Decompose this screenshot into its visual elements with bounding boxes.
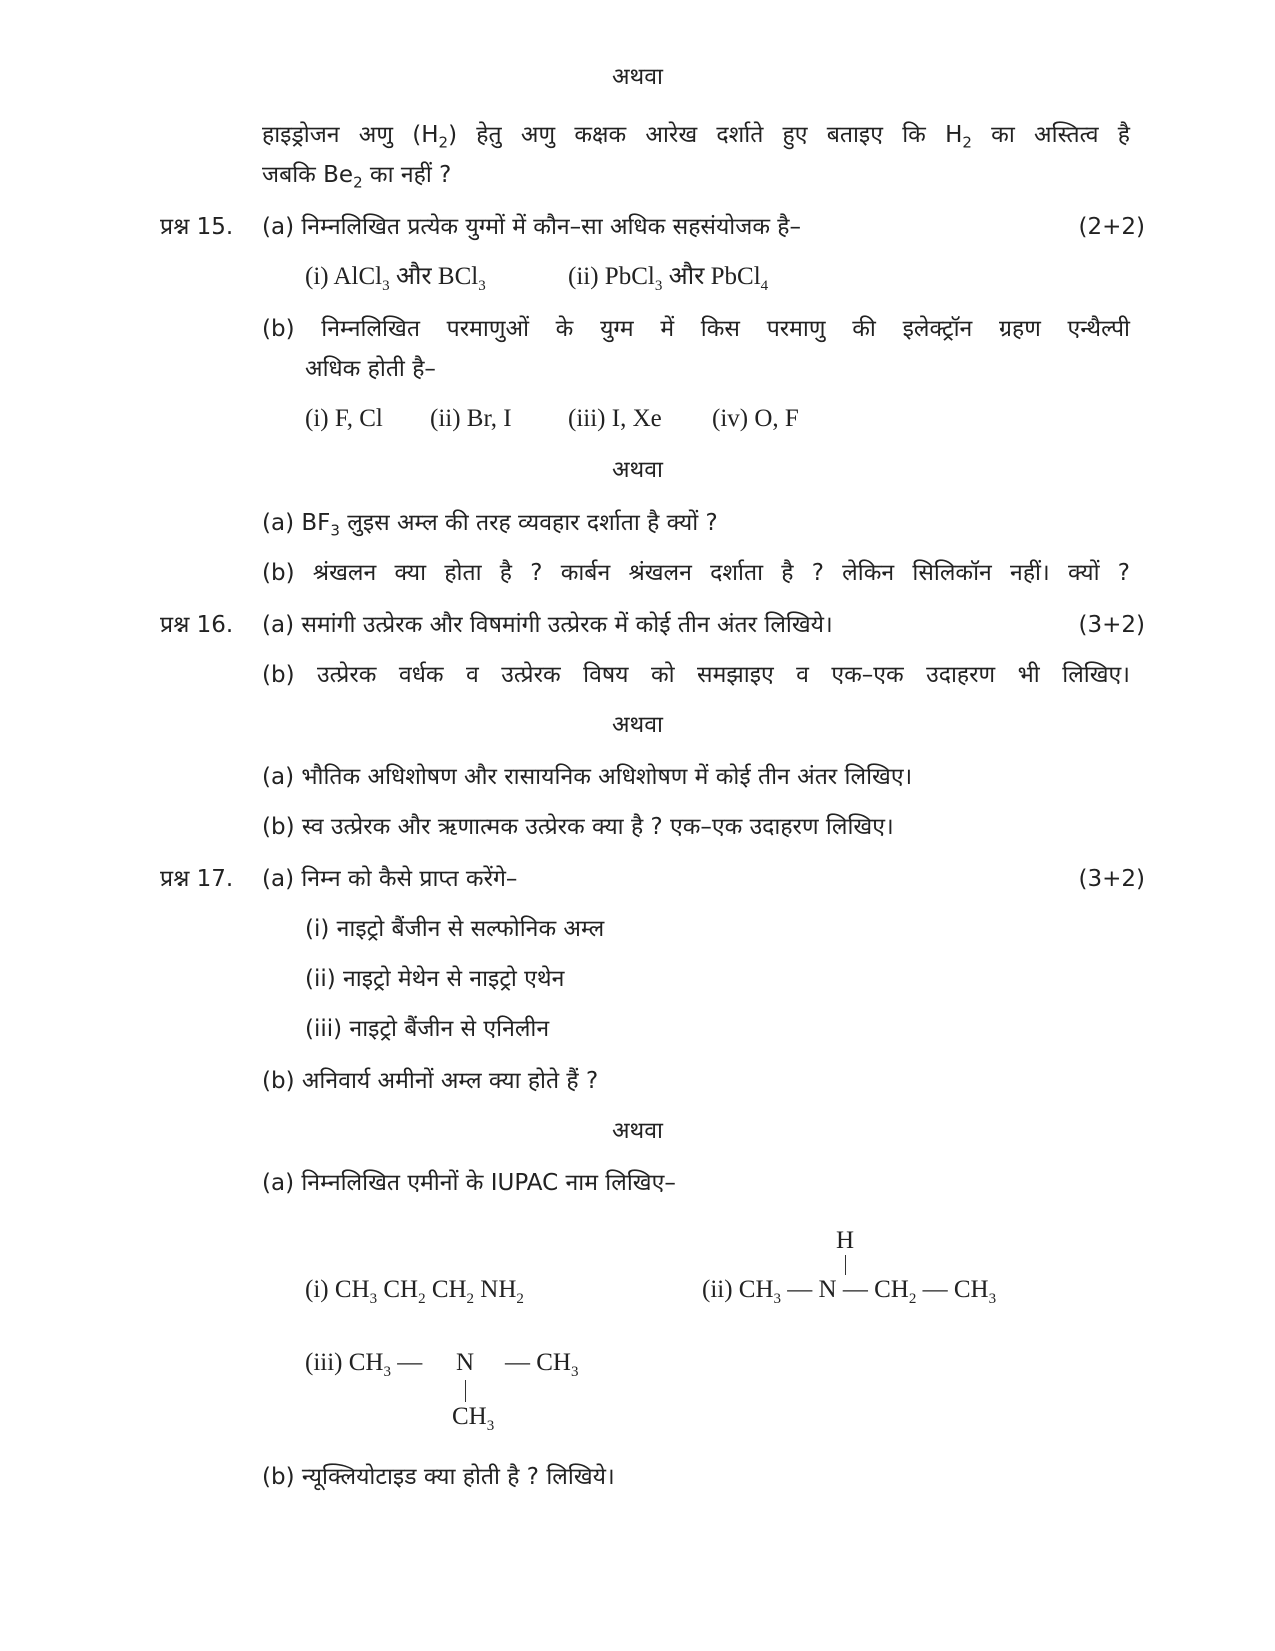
q15-option-4: (iv) O, F [712, 405, 799, 432]
q15-marks: (2+2) [1078, 214, 1145, 240]
question-number-17: प्रश्न 17. [160, 866, 234, 892]
formula-2-hydrogen: H [836, 1227, 855, 1254]
formula-1: (i) $CH_3$ $CH_2$ $CH_2$ $NH_2$ [305, 1276, 524, 1307]
formula-3-right: — $CH_3$ [505, 1349, 579, 1380]
q15-option-3: (iii) I, Xe [568, 405, 662, 432]
formula-3-nitrogen: N [456, 1349, 475, 1376]
or-label-4: अथवा [611, 1118, 663, 1144]
q17-part-a: (a) निम्न को कैसे प्राप्त करेंगे– [262, 866, 518, 892]
q15-pair-1: (i) AlCl$_3$ और BCl$_3$ [305, 263, 486, 294]
formula-2: (ii) $CH_3$ — N — $CH_2$ — $CH_3$ [702, 1276, 997, 1307]
formula-3-bond-line [465, 1380, 466, 1402]
q17-part-b: (b) अनिवार्य अमीनों अम्ल क्या होते हैं ? [262, 1068, 599, 1094]
q15-pair-2: (ii) PbCl$_3$ और PbCl$_4$ [568, 263, 769, 294]
q16-part-b: (b) उत्प्रेरक वर्धक व उत्प्रेरक विषय को समझाइए व एक–एक उदाहरण भी लिखिए। [262, 662, 1130, 688]
q15-option-2: (ii) Br, I [430, 405, 512, 432]
or-label-2: अथवा [611, 457, 663, 483]
formula-3-bottom: $CH_3$ [452, 1403, 495, 1434]
or-label-1: अथवा [611, 64, 663, 90]
intro-line-2: जबकि $Be_2$ का नहीं ? [262, 162, 452, 192]
intro-line-1: हाइड्रोजन अणु $(H_2)$ हेतु अणु कक्षक आरेख दर्शाते हुए बताइए कि $H_2$ का अस्तित्व है [262, 122, 1130, 152]
q17-or-part-b: (b) न्यूक्लियोटाइड क्या होती है ? लिखिये। [262, 1464, 615, 1490]
q16-marks: (3+2) [1078, 612, 1145, 638]
q16-or-part-a: (a) भौतिक अधिशोषण और रासायनिक अधिशोषण में कोई तीन अंतर लिखिए। [262, 764, 913, 790]
q17-marks: (3+2) [1078, 866, 1145, 892]
q16-or-part-b: (b) स्व उत्प्रेरक और ऋणात्मक उत्प्रेरक क्या है ? एक–एक उदाहरण लिखिए। [262, 814, 894, 840]
q15-part-b-line-2: अधिक होती है– [305, 356, 436, 382]
q17-item-2: (ii) नाइट्रो मेथेन से नाइट्रो एथेन [305, 966, 565, 992]
q17-item-1: (i) नाइट्रो बैंजीन से सल्फोनिक अम्ल [305, 916, 605, 942]
q15-or-part-b: (b) श्रंखलन क्या होता है ? कार्बन श्रंखलन दर्शाता है ? लेकिन सिलिकॉन नहीं। क्यों ? [262, 560, 1130, 586]
question-number-15: प्रश्न 15. [160, 214, 234, 240]
or-label-3: अथवा [611, 712, 663, 738]
q15-option-1: (i) F, Cl [305, 405, 383, 432]
q16-part-a: (a) समांगी उत्प्रेरक और विषमांगी उत्प्रेरक में कोई तीन अंतर लिखिये। [262, 612, 833, 638]
question-number-16: प्रश्न 16. [160, 612, 234, 638]
q15-part-b-line-1: (b) निम्नलिखित परमाणुओं के युग्म में किस परमाणु की इलेक्ट्रॉन ग्रहण एन्थैल्पी [262, 316, 1130, 342]
formula-3-left: (iii) $CH_3$ — [305, 1349, 423, 1380]
q17-or-part-a: (a) निम्नलिखित एमीनों के IUPAC नाम लिखिए– [262, 1170, 676, 1196]
q15-or-part-a: (a) $BF_3$ लुइस अम्ल की तरह व्यवहार दर्शाता है क्यों ? [262, 510, 718, 540]
q15-part-a: (a) निम्नलिखित प्रत्येक युग्मों में कौन–सा अधिक सहसंयोजक है– [262, 214, 802, 240]
q17-item-3: (iii) नाइट्रो बैंजीन से एनिलीन [305, 1016, 550, 1042]
formula-2-bond-line [845, 1255, 846, 1275]
